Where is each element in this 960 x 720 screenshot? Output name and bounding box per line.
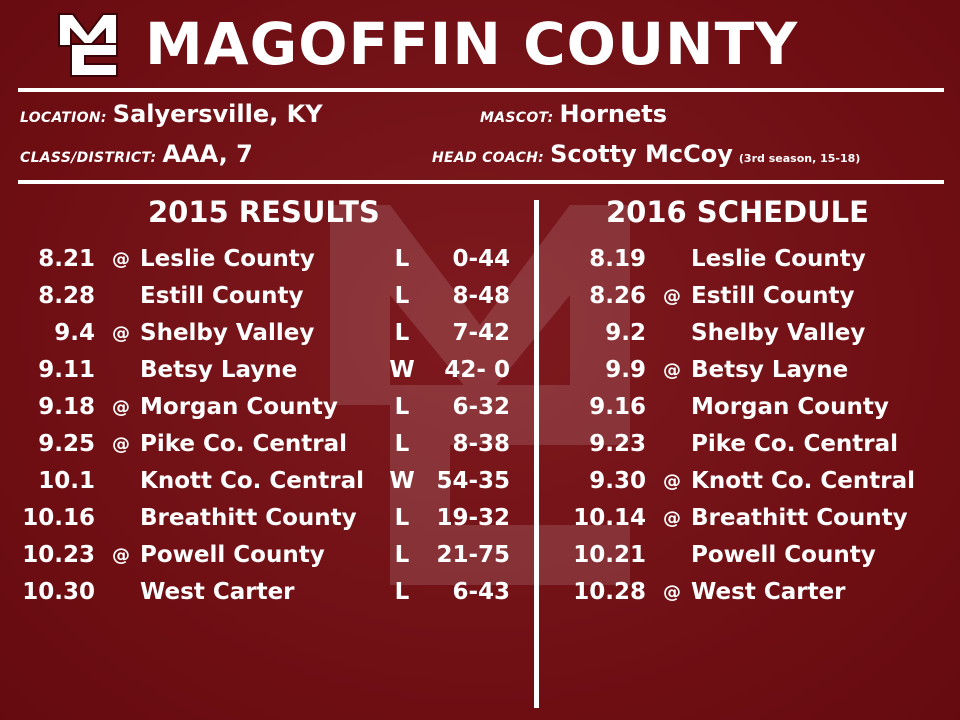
game-date: 8.21 [38, 246, 95, 272]
game-date: 9.11 [38, 357, 95, 383]
results-title: 2015 RESULTS [148, 195, 380, 229]
opponent: Morgan County [691, 394, 889, 420]
schedule-row [0, 241, 950, 278]
game-date: 8.28 [38, 283, 95, 309]
away-marker: @ [112, 545, 130, 566]
game-result: L [394, 283, 410, 309]
opponent: Breathitt County [140, 505, 357, 531]
game-result: L [394, 579, 410, 605]
game-date: 9.2 [605, 320, 646, 346]
game-score: 21-75 [436, 542, 510, 568]
game-date: 10.14 [573, 505, 646, 531]
schedule-row [0, 315, 950, 352]
away-marker: @ [112, 434, 130, 455]
opponent: Estill County [140, 283, 304, 309]
game-date: 9.23 [589, 431, 646, 457]
game-date: 9.4 [54, 320, 95, 346]
opponent: Knott Co. Central [140, 468, 365, 494]
game-score: 6-32 [452, 394, 510, 420]
schedule-row [0, 389, 950, 426]
mc-logo [55, 8, 121, 82]
game-date: 9.9 [605, 357, 646, 383]
schedule-row [0, 574, 950, 611]
game-date: 8.19 [589, 246, 646, 272]
game-date: 9.25 [38, 431, 95, 457]
away-marker: @ [112, 397, 130, 418]
opponent: West Carter [140, 579, 295, 605]
game-score: 54-35 [436, 468, 510, 494]
away-marker: @ [112, 249, 130, 270]
schedule-list [0, 241, 950, 611]
opponent: Pike Co. Central [140, 431, 348, 457]
location-label: LOCATION: [20, 110, 107, 126]
opponent: Leslie County [691, 246, 866, 272]
opponent: Knott Co. Central [691, 468, 916, 494]
location-value: Salyersville, KY [112, 100, 323, 128]
game-date: 9.18 [38, 394, 95, 420]
game-date: 10.23 [22, 542, 95, 568]
coach-note: (3rd season, 15-18) [738, 152, 861, 165]
opponent: Shelby Valley [691, 320, 866, 346]
schedule-row [0, 500, 950, 537]
game-date: 10.21 [573, 542, 646, 568]
game-score: 7-42 [452, 320, 510, 346]
team-name: MAGOFFIN COUNTY [145, 10, 799, 78]
game-result: L [394, 431, 410, 457]
game-score: 0-44 [452, 246, 510, 272]
schedule-title: 2016 SCHEDULE [606, 195, 869, 229]
game-score: 8-48 [452, 283, 510, 309]
away-marker: @ [663, 471, 681, 492]
schedule-row [0, 352, 950, 389]
coach-label: HEAD COACH: [432, 150, 545, 166]
schedule-row [0, 278, 950, 315]
schedule-row [0, 426, 950, 463]
game-result: L [394, 505, 410, 531]
game-result: L [394, 246, 410, 272]
opponent: Betsy Layne [691, 357, 849, 383]
schedule-row [0, 463, 950, 500]
game-date: 10.28 [573, 579, 646, 605]
game-result: L [394, 320, 410, 346]
away-marker: @ [663, 360, 681, 381]
opponent: Estill County [691, 283, 855, 309]
schedule-row [0, 537, 950, 574]
mascot-info [480, 100, 667, 128]
away-marker: @ [112, 323, 130, 344]
game-date: 9.30 [589, 468, 646, 494]
game-date: 10.1 [38, 468, 95, 494]
coach-value: Scotty McCoy [550, 140, 733, 168]
game-score: 8-38 [452, 431, 510, 457]
away-marker: @ [663, 508, 681, 529]
middle-rule [18, 180, 944, 184]
class-info [20, 140, 253, 168]
class-value: AAA, 7 [162, 140, 253, 168]
top-rule [18, 88, 944, 92]
mascot-value: Hornets [559, 100, 668, 128]
opponent: Pike Co. Central [691, 431, 899, 457]
game-date: 9.16 [589, 394, 646, 420]
coach-info [432, 140, 860, 168]
away-marker: @ [663, 582, 681, 603]
game-score: 6-43 [452, 579, 510, 605]
opponent: West Carter [691, 579, 846, 605]
opponent: Powell County [140, 542, 325, 568]
mascot-label: MASCOT: [480, 110, 554, 126]
game-result: W [389, 357, 415, 383]
opponent: Powell County [691, 542, 876, 568]
game-result: L [394, 394, 410, 420]
game-date: 8.26 [589, 283, 646, 309]
opponent: Leslie County [140, 246, 315, 272]
location-info [20, 100, 323, 128]
class-label: CLASS/DISTRICT: [20, 150, 157, 166]
game-result: L [394, 542, 410, 568]
opponent: Morgan County [140, 394, 338, 420]
opponent: Betsy Layne [140, 357, 298, 383]
game-date: 10.16 [22, 505, 95, 531]
opponent: Breathitt County [691, 505, 908, 531]
game-score: 19-32 [436, 505, 510, 531]
header [0, 0, 960, 88]
game-result: W [389, 468, 415, 494]
game-score: 42- 0 [444, 357, 510, 383]
away-marker: @ [663, 286, 681, 307]
opponent: Shelby Valley [140, 320, 315, 346]
game-date: 10.30 [22, 579, 95, 605]
